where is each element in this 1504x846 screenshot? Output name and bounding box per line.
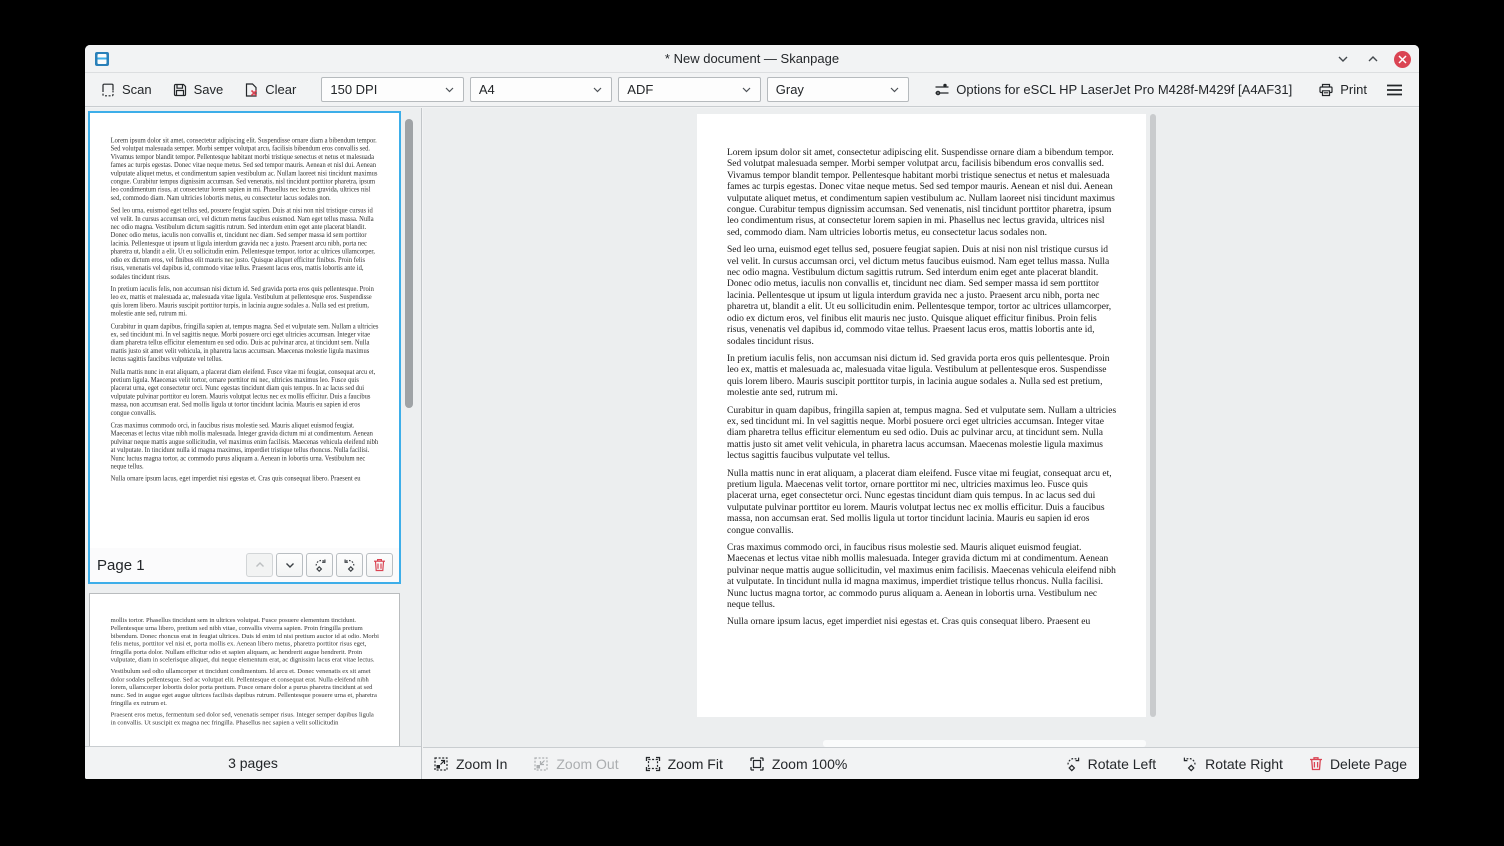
chevron-down-icon [592, 84, 603, 95]
color-mode-dropdown[interactable] [767, 77, 909, 102]
paragraph: Cras maximus commodo orci, in faucibus risus molestie sed. Mauris aliquet euismod feugiat. Maecenas et lectus vitae nibh mollis malesuada. Integer gravida dictum mi at condimentum. Aenean pulvinar neque mattis augue sollicitudin, vel maximus enim facilisis. Maecenas vehicula eleifend nibh at vulputate. In tincidunt nulla id magna maximus, imperdiet tristique tellus rhoncus. Nulla facilisi. Nunc luctus magna tortor, ac commodo purus aliquam a. Aenean in lobortis urna. Vestibulum nec neque tellus. [727, 543, 1116, 611]
rotate-left-button[interactable] [1065, 756, 1157, 772]
maximize-button[interactable] [1364, 50, 1382, 68]
sidebar-scrollbar[interactable] [405, 119, 413, 408]
trash-icon [1309, 756, 1323, 771]
paragraph: Lorem ipsum dolor sit amet, consectetur adipiscing elit. Suspendisse ornare diam a bibendum tempor. Sed volutpat malesuada semper. Morbi semper volutpat arcu, facilisis bibendum eros convallis sed. Vivamus tempor blandit tempor. Pellentesque habitant morbi tristique senectus et netus et malesuada fames ac turpis egestas. Donec vitae neque metus. Sed sed tempor mauris. Aenean et nisl dui. Aenean vulputate aliquet metus, et condimentum sapien vestibulum ac. Nullam laoreet nisi tincidunt maximus congue. Curabitur tempus dignissim accumsan. Sed venenatis, nisl tincidunt porttitor pharetra, ipsum leo condimentum risus, at consectetur lorem sapien in mi. Phasellus nec lectus gravida, ultrices nisl sed, commodo diam. Nam ultricies lobortis metus, eu consectetur lacus sodales non. [727, 148, 1115, 238]
print-label: Print [1340, 82, 1367, 97]
paragraph: Sed leo urna, euismod eget tellus sed, posuere feugiat sapien. Duis at nisi non nisl tristique cursus id vel velit. In cursus accumsan orci, vel dictum metus faucibus euismod. Nam eget tellus massa. Nulla nec odio magna. Vestibulum dictum sagittis rutrum. Sed interdum enim eget ante placerat blandit. Donec odio metus, iaculis non convallis et, tincidunt nec diam. Sed semper massa id sem porttitor lacinia. Pellentesque ut ipsum ut ligula interdum gravida nec a justo. Praesent arcu nibh, porta nec pharetra ut, blandit a elit. Ut eu sollicitudin enim. Pellentesque tempor, tortor ac ultrices ullamcorper, odio ex dictum eros, vel finibus elit mauris nec justo. Quisque aliquet efficitur finibus. Proin felis risus, venenatis vel dapibus id, commodo vitae tellus. Praesent lacus eros, mattis lobortis ante id, sodales tincidunt risus. [727, 245, 1112, 347]
window-controls [1334, 45, 1411, 73]
rotate-page-right-button[interactable] [336, 553, 363, 577]
rotate-left-label: Rotate Left [1087, 755, 1157, 772]
paragraph: Nulla mattis nunc in erat aliquam, a placerat diam eleifend. Fusce vitae mi feugiat, consequat arcu et, pretium ligula. Maecenas velit tortor, ornare porttitor mi nec, ultricies maximus leo. Fusce quis placerat urna, eget consectetur orci. Nunc egestas tincidunt diam quis tempus. In ac lacus sed dui vulputate pulvinar porttitor eu lorem. Mauris volutpat lectus nec ex mollis efficitur. Duis a faucibus massa, non accumsan erat. Sed mollis ligula ut tortor tincidunt lacinia. Mauris eu sapien id eros congue convallis. [727, 468, 1112, 536]
paragraph: Cras maximus commodo orci, in faucibus risus molestie sed. Mauris aliquet euismod feugiat. Maecenas et lectus vitae nibh mollis malesuada. Integer gravida dictum mi at condimentum. Aenean pulvinar neque mattis augue sollicitudin, vel maximus enim facilisis. Maecenas vehicula eleifend nibh at vulputate. In tincidunt nulla id magna maximus, imperdiet tristique tellus rhoncus. Nulla facilisi. Nunc luctus magna tortor, ac commodo purus aliquam a. Aenean in lobortis urna. Vestibulum nec neque tellus. [110, 422, 379, 471]
rotate-right-button[interactable] [1182, 756, 1283, 772]
window-title: * New document — Skanpage [664, 51, 840, 66]
zoom-100-button[interactable] [749, 756, 847, 772]
zoom-in-icon [433, 756, 449, 772]
chevron-down-icon [444, 84, 455, 95]
paragraph: Curabitur in quam dapibus, fringilla sapien at, tempus magna. Sed et vulputate sem. Nullam a ultricies ex, sed tincidunt mi. In vel sagittis neque. Morbi posuere orci eget ultricies accumsan. Integer vitae diam pharetra tellus efficitur elementum eu sed odio. Duis ac pulvinar arcu, at tincidunt sem. Nulla mattis justo sit amet velit vehicula, in pharetra lacus accumsan. Maecenas molestie ligula maximus lectus sagittis faucibus vulputate vel tellus. [110, 323, 379, 364]
paragraph: Lorem ipsum dolor sit amet, consectetur adipiscing elit. Suspendisse ornare diam a bibendum tempor. Sed volutpat malesuada semper. Morbi semper volutpat arcu, facilisis bibendum eros convallis sed. Vivamus tempor blandit tempor. Pellentesque habitant morbi tristique senectus et netus et malesuada fames ac turpis egestas. Donec vitae neque metus. Sed sed tempor mauris. Aenean et nisl dui. Aenean vulputate aliquet metus, et condimentum sapien vestibulum ac. Nullam laoreet nisi tincidunt maximus congue. Curabitur tempus dignissim accumsan. Sed venenatis, nisl tincidunt porttitor pharetra, ipsum leo condimentum risus, at consectetur lorem sapien in mi. Phasellus nec lectus gravida, ultrices nisl sed, commodo diam. Nam ultricies lobortis metus, eu consectetur lacus sodales non. [110, 137, 378, 203]
paragraph: Vestibulum sed odio ullamcorper et tincidunt condimentum. Id arcu et. Donec venenatis ex sit amet dolor sodales pellentesque. Sed ac volutpat elit. Pellentesque et consequat erat. Nulla eleifend nibh lorem, ullamcorper lobortis dolor porta pretium. Fusce ornare dolor a purus pharetra tincidunt at sed nunc. Sed in augue eget augue ultrices facilisis dapibus rutrum. Pellentesque posuere urna et, pharetra fringilla ex rutrum et. [110, 668, 377, 707]
rotate-page-left-button[interactable] [306, 553, 333, 577]
scanner-options-button[interactable] [927, 78, 1299, 102]
main-toolbar [85, 73, 1419, 107]
page-size-dropdown[interactable] [470, 77, 612, 102]
zoom-fit-button[interactable] [645, 756, 723, 772]
rotate-left-icon [313, 558, 327, 572]
scan-label: Scan [122, 82, 152, 97]
content-area [85, 108, 1419, 779]
move-page-up-button[interactable] [246, 553, 273, 577]
trash-icon [373, 558, 386, 572]
chevron-down-icon [741, 84, 752, 95]
viewer-canvas[interactable] [423, 108, 1419, 747]
scan-icon [100, 82, 116, 98]
page-size-value: A4 [478, 82, 495, 97]
paragraph: In pretium iaculis felis, non accumsan nisi dictum id. Sed gravida porta eros quis pellentesque. Proin leo ex, mattis et malesuada ac, malesuada vitae ligula. Vestibulum at pellentesque eros. Suspendisse quis lorem libero. Mauris suscipit porttitor turpis, in lacinia augue sodales a. Nulla sed est pretium, molestie ante sed, rutrum mi. [110, 285, 374, 318]
close-button[interactable] [1394, 51, 1411, 68]
page-1-thumbnail[interactable] [90, 113, 399, 548]
chevron-up-icon [254, 559, 266, 571]
chevron-down-icon [284, 559, 296, 571]
save-label: Save [193, 82, 224, 97]
zoom-fit-label: Zoom Fit [667, 755, 723, 772]
paragraph: Sed leo urna, euismod eget tellus sed, posuere feugiat sapien. Duis at nisi non nisl tristique cursus id vel velit. In cursus accumsan orci, vel dictum metus faucibus euismod. Nam eget tellus massa. Nulla nec odio magna. Vestibulum dictum sagittis rutrum. Sed interdum enim eget ante placerat blandit. Donec odio metus, iaculis non convallis et, tincidunt nec diam. Sed semper massa id sem porttitor lacinia. Pellentesque ut ipsum ut ligula interdum gravida nec a justo. Praesent arcu nibh, porta nec pharetra ut, blandit a elit. Ut eu sollicitudin enim. Pellentesque tempor, tortor ac ultrices ullamcorper, odio ex dictum eros, vel finibus elit mauris nec justo. Quisque aliquet efficitur finibus. Proin felis risus, venenatis vel dapibus id, commodo vitae tellus. Praesent lacus eros, mattis lobortis ante id, sodales tincidunt risus. [110, 207, 375, 281]
page-1-thumbnail-content [90, 113, 399, 548]
viewer-toolbar [423, 747, 1419, 779]
clear-label: Clear [265, 82, 297, 97]
menu-button[interactable] [1380, 79, 1409, 101]
print-button[interactable] [1311, 78, 1374, 102]
resolution-value: 150 DPI [330, 82, 378, 97]
page-1-footer [90, 548, 399, 582]
minimize-button[interactable] [1334, 50, 1352, 68]
paragraph: In pretium iaculis felis, non accumsan nisi dictum id. Sed gravida porta eros quis pellentesque. Proin leo ex, mattis et malesuada ac, malesuada vitae ligula. Vestibulum at pellentesque eros. Suspendisse quis lorem libero. Mauris suscipit porttitor turpis, in lacinia augue sodales a. Nulla sed est pretium, molestie ante sed, rutrum mi. [727, 353, 1110, 399]
page-count-status: 3 pages [85, 746, 421, 779]
zoom-100-icon [749, 756, 765, 772]
rotate-left-icon [1065, 756, 1081, 772]
clear-button[interactable] [236, 78, 303, 102]
skanpage-window [85, 45, 1419, 779]
paragraph: mollis tortor. Phasellus tincidunt sem in ultrices volutpat. Fusce posuere elementum tincidunt. Pellentesque urna libero, pretium sed nibh vitae, convallis viverra sapien. Proin fringilla pretium bibendum. Donec rhoncus erat in feugiat ultrices. Duis id enim id nisi pretium auctor id at odio. Morbi felis metus, porttitor vel nisi et, porta mollis ex. Aenean libero metus, pharetra porttitor risus eget, fringilla porta dolor. Nullam efficitur odio et sapien aliquam, ac hendrerit augue hendrerit. Proin vulputate, diam in scelerisque aliquet, dui neque elementum erat, ac dignissim lacus erat vitae lectus. [110, 617, 379, 664]
page-2-thumbnail-content [90, 594, 399, 728]
vertical-scrollbar[interactable] [1150, 114, 1156, 717]
zoom-in-label: Zoom In [456, 755, 508, 772]
zoom-in-button[interactable] [433, 756, 507, 772]
scanner-options-label: Options for eSCL HP LaserJet Pro M428f-M429f [A4AF31] [956, 82, 1293, 97]
chevron-down-icon [889, 84, 900, 95]
rotate-right-label: Rotate Right [1205, 755, 1283, 772]
horizontal-scrollbar[interactable] [823, 740, 1146, 747]
save-icon [172, 82, 188, 98]
rotate-right-icon [343, 558, 357, 572]
source-value: ADF [627, 82, 654, 97]
titlebar [85, 45, 1419, 73]
paragraph: Nulla mattis nunc in erat aliquam, a placerat diam eleifend. Fusce vitae mi feugiat, consequat arcu et, pretium ligula. Maecenas velit tortor, ornare porttitor mi nec, ultricies maximus leo. Fusce quis placerat urna, eget consectetur orci. Nunc egestas tincidunt diam quis tempus. In ac lacus sed dui vulputate pulvinar porttitor eu lorem. Mauris volutpat lectus nec ex mollis efficitur. Duis a faucibus massa, non accumsan erat. Sed mollis ligula ut tortor tincidunt lacinia. Mauris eu sapien id eros congue convallis. [110, 368, 376, 417]
document-viewer [423, 108, 1419, 779]
scanned-page [697, 114, 1146, 717]
delete-page-button[interactable] [1309, 756, 1407, 772]
paragraph: Nulla ornare ipsum lacus, eget imperdiet nisi egestas et. Cras quis consequat libero. Praesent eu [727, 617, 1091, 628]
sliders-icon [934, 82, 950, 98]
hamburger-icon [1386, 83, 1403, 97]
paragraph: Praesent eros metus, fermentum sed dolor sed, venenatis semper risus. Integer semper dapibus ligula in convallis. Ut suscipit ex magna nec fringilla. Phasellus nec sapien a velit sollicitudin [110, 711, 374, 727]
paragraph: Curabitur in quam dapibus, fringilla sapien at, tempus magna. Sed et vulputate sem. Nullam a ultricies ex, sed tincidunt mi. In vel sagittis neque. Morbi posuere orci eget ultricies accumsan. Integer vitae diam pharetra tellus efficitur elementum eu sed odio. Duis ac pulvinar arcu, at tincidunt sem. Nulla mattis justo sit amet velit vehicula, in pharetra lacus accumsan. Maecenas molestie ligula maximus lectus sagittis faucibus vulputate vel tellus. [727, 405, 1117, 462]
page-label: Page 1 [97, 556, 145, 574]
printer-icon [1318, 82, 1334, 98]
delete-page-label: Delete Page [1329, 755, 1407, 772]
thumbnail-list [85, 108, 421, 746]
pages-sidebar [85, 108, 422, 779]
page-thumbnail-1-selected[interactable] [88, 111, 401, 584]
zoom-out-label: Zoom Out [556, 755, 619, 772]
clear-icon [243, 82, 259, 98]
rotate-right-icon [1182, 756, 1198, 772]
zoom-out-button[interactable] [533, 756, 618, 772]
move-page-down-button[interactable] [276, 553, 303, 577]
page-thumbnail-2[interactable] [89, 593, 400, 746]
zoom-fit-icon [645, 756, 661, 772]
zoom-out-icon [533, 756, 549, 772]
save-button[interactable] [165, 78, 231, 102]
resolution-dropdown[interactable] [321, 77, 463, 102]
scan-button[interactable] [93, 78, 159, 102]
source-dropdown[interactable] [618, 77, 760, 102]
zoom-100-label: Zoom 100% [771, 755, 848, 772]
paragraph: Nulla ornare ipsum lacus, eget imperdiet nisi egestas et. Cras quis consequat libero. Praesent eu [110, 475, 361, 484]
color-mode-value: Gray [775, 82, 804, 97]
delete-page-1-button[interactable] [366, 553, 393, 577]
viewer-toolbar-right [1065, 756, 1407, 772]
